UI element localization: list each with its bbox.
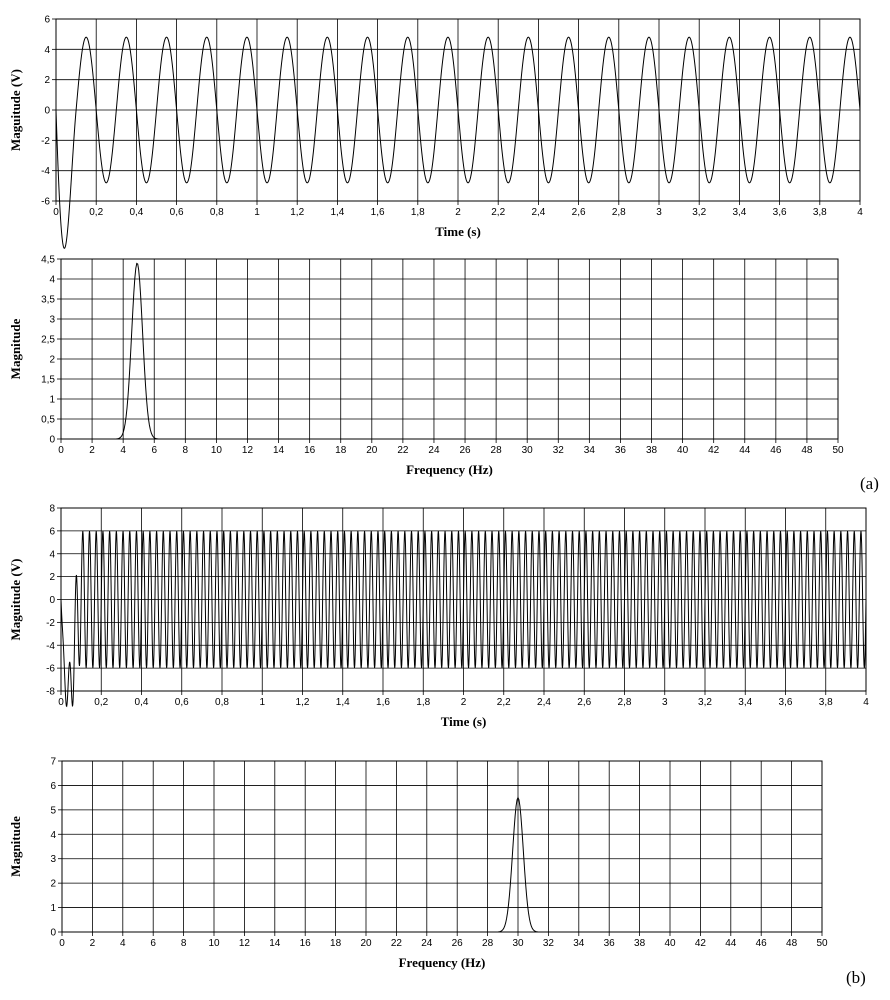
x-tick-label: 26 — [459, 445, 471, 456]
x-tick-label: 2,8 — [617, 697, 632, 708]
series-line — [62, 798, 822, 932]
y-tick-label: 8 — [49, 503, 55, 515]
x-tick-label: 12 — [241, 445, 254, 456]
x-tick-label: 2,4 — [537, 697, 551, 708]
x-axis-label: Frequency (Hz) — [398, 955, 486, 970]
x-tick-label: 8 — [182, 445, 189, 456]
x-tick-label: 42 — [694, 938, 706, 949]
y-tick-label: 1 — [50, 903, 56, 915]
y-tick-label: -4 — [46, 640, 55, 652]
y-tick-label: 4 — [49, 549, 55, 561]
x-tick-label: 3,8 — [812, 207, 827, 218]
y-axis-label: Maguitude (V) — [8, 69, 23, 151]
x-tick-label: 0,6 — [174, 697, 189, 708]
y-tick-label: 5 — [50, 805, 56, 817]
x-tick-label: 2 — [89, 938, 96, 949]
y-tick-label: 6 — [50, 780, 56, 792]
y-tick-label: 1 — [49, 394, 55, 406]
x-tick-label: 1,6 — [376, 697, 390, 708]
x-tick-label: 3,4 — [738, 697, 753, 708]
y-tick-label: 0 — [44, 105, 50, 117]
x-tick-label: 2,8 — [611, 207, 626, 218]
y-tick-label: 1,5 — [41, 374, 55, 386]
chart-4 — [8, 757, 828, 971]
x-tick-label: 6 — [150, 938, 156, 949]
x-tick-label: 1,2 — [295, 697, 310, 708]
x-tick-label: 26 — [451, 938, 463, 949]
x-axis-label: Time (s) — [435, 224, 481, 239]
x-tick-label: 32 — [552, 445, 564, 456]
x-tick-label: 20 — [360, 938, 372, 949]
x-tick-label: 1,4 — [330, 207, 345, 218]
x-tick-label: 28 — [482, 938, 494, 949]
x-tick-label: 6 — [151, 445, 158, 456]
y-tick-label: -2 — [41, 135, 50, 147]
x-tick-label: 24 — [421, 938, 433, 949]
x-tick-label: 2 — [460, 697, 467, 708]
y-tick-label: -2 — [46, 617, 55, 629]
x-tick-label: 1 — [254, 207, 260, 218]
y-tick-label: 2 — [50, 878, 56, 890]
y-tick-label: -4 — [41, 166, 50, 178]
y-tick-label: 2 — [49, 572, 55, 584]
x-tick-label: 0 — [58, 697, 64, 708]
x-tick-label: 4 — [120, 938, 126, 949]
y-tick-label: 6 — [49, 526, 55, 538]
y-axis-label: Magnitude — [8, 816, 23, 877]
chart-3 — [8, 504, 869, 730]
x-tick-label: 40 — [664, 938, 676, 949]
x-tick-label: 18 — [335, 445, 347, 456]
x-tick-label: 22 — [397, 445, 409, 456]
x-tick-label: 4 — [863, 697, 869, 708]
plot-frame — [62, 761, 822, 932]
y-tick-label: 2 — [44, 75, 50, 87]
x-tick-label: 0,2 — [94, 697, 109, 708]
x-tick-label: 14 — [272, 445, 285, 456]
y-tick-label: 4 — [44, 44, 50, 56]
y-tick-label: 2 — [49, 354, 55, 366]
x-tick-label: 16 — [304, 445, 316, 456]
y-tick-label: 4 — [49, 274, 55, 286]
panel-label-b: (b) — [846, 968, 866, 987]
x-tick-label: 3,2 — [692, 207, 707, 218]
y-tick-label: 4 — [50, 829, 56, 841]
x-tick-label: 2,4 — [531, 207, 546, 218]
x-tick-label: 22 — [390, 938, 402, 949]
x-tick-label: 34 — [583, 445, 595, 456]
x-tick-label: 46 — [755, 938, 767, 949]
x-tick-label: 50 — [832, 445, 844, 456]
x-tick-label: 14 — [269, 938, 281, 949]
x-tick-label: 18 — [330, 938, 342, 949]
x-tick-label: 1,8 — [410, 207, 425, 218]
y-tick-label: 3,5 — [41, 294, 55, 306]
x-tick-label: 38 — [645, 445, 658, 456]
y-tick-label: 3 — [50, 854, 56, 866]
chart-1 — [8, 15, 863, 249]
x-tick-label: 3,6 — [778, 697, 793, 708]
x-tick-label: 1,2 — [290, 207, 305, 218]
x-tick-label: 34 — [573, 938, 585, 949]
x-tick-label: 12 — [238, 938, 250, 949]
y-tick-label: 0 — [49, 434, 55, 446]
x-tick-label: 48 — [801, 445, 813, 456]
y-tick-label: 4,5 — [41, 254, 55, 266]
x-tick-label: 3,4 — [732, 207, 747, 218]
x-tick-label: 10 — [208, 938, 220, 949]
x-tick-label: 10 — [210, 445, 222, 456]
x-tick-label: 30 — [512, 938, 524, 949]
x-tick-label: 36 — [603, 938, 615, 949]
x-tick-label: 2,2 — [491, 207, 506, 218]
x-tick-label: 48 — [786, 938, 798, 949]
x-tick-label: 3 — [656, 207, 662, 218]
x-tick-label: 1,6 — [370, 207, 385, 218]
x-tick-label: 2 — [455, 207, 461, 218]
x-tick-label: 0,4 — [134, 697, 149, 708]
y-tick-label: 0,5 — [41, 414, 55, 426]
y-tick-label: -6 — [41, 196, 50, 208]
x-tick-label: 4 — [120, 445, 126, 456]
x-tick-label: 2,2 — [496, 697, 511, 708]
x-axis-label: Time (s) — [440, 714, 487, 729]
x-tick-label: 0,4 — [129, 207, 144, 218]
x-tick-label: 40 — [677, 445, 689, 456]
x-tick-label: 36 — [614, 445, 627, 456]
x-tick-label: 44 — [739, 445, 751, 456]
x-tick-label: 44 — [725, 938, 737, 949]
x-tick-label: 0 — [53, 207, 59, 218]
x-tick-label: 3,6 — [772, 207, 787, 218]
x-tick-label: 3 — [661, 697, 668, 708]
chart-2 — [8, 255, 844, 478]
x-tick-label: 3,2 — [698, 697, 712, 708]
x-tick-label: 16 — [299, 938, 311, 949]
x-tick-label: 0 — [59, 938, 65, 949]
y-tick-label: 2,5 — [41, 334, 55, 346]
x-tick-label: 0 — [58, 445, 64, 456]
x-tick-label: 8 — [180, 938, 187, 949]
y-tick-label: 0 — [50, 927, 56, 939]
panel-label-a: (a) — [860, 474, 879, 493]
x-tick-label: 1,4 — [335, 697, 350, 708]
x-tick-label: 0,6 — [169, 207, 184, 218]
x-tick-label: 2,6 — [571, 207, 586, 218]
x-tick-label: 0,8 — [209, 207, 224, 218]
x-tick-label: 2,6 — [577, 697, 592, 708]
x-tick-label: 30 — [521, 445, 533, 456]
x-tick-label: 4 — [857, 207, 863, 218]
y-tick-label: -8 — [46, 686, 55, 698]
x-tick-label: 1,8 — [416, 697, 431, 708]
x-tick-label: 46 — [770, 445, 782, 456]
y-tick-label: -6 — [46, 663, 55, 675]
y-tick-label: 7 — [50, 756, 56, 768]
x-tick-label: 42 — [708, 445, 720, 456]
x-tick-label: 0,2 — [89, 207, 104, 218]
x-tick-label: 24 — [428, 445, 440, 456]
y-tick-label: 0 — [49, 595, 55, 606]
x-tick-label: 38 — [634, 938, 646, 949]
x-tick-label: 20 — [366, 445, 378, 456]
x-tick-label: 1 — [259, 697, 266, 708]
y-tick-label: 3 — [49, 314, 55, 326]
y-axis-label: Maguitude (V) — [8, 558, 23, 641]
y-axis-label: Magnitude — [8, 318, 23, 380]
x-tick-label: 2 — [89, 445, 95, 456]
x-tick-label: 3,8 — [818, 697, 833, 708]
x-tick-label: 50 — [816, 938, 828, 949]
x-tick-label: 28 — [490, 445, 502, 456]
x-tick-label: 32 — [542, 938, 554, 949]
x-tick-label: 0,8 — [215, 697, 229, 708]
plot-frame — [61, 259, 838, 439]
series-line — [61, 263, 838, 439]
x-axis-label: Frequency (Hz) — [406, 462, 493, 477]
y-tick-label: 6 — [44, 14, 50, 26]
